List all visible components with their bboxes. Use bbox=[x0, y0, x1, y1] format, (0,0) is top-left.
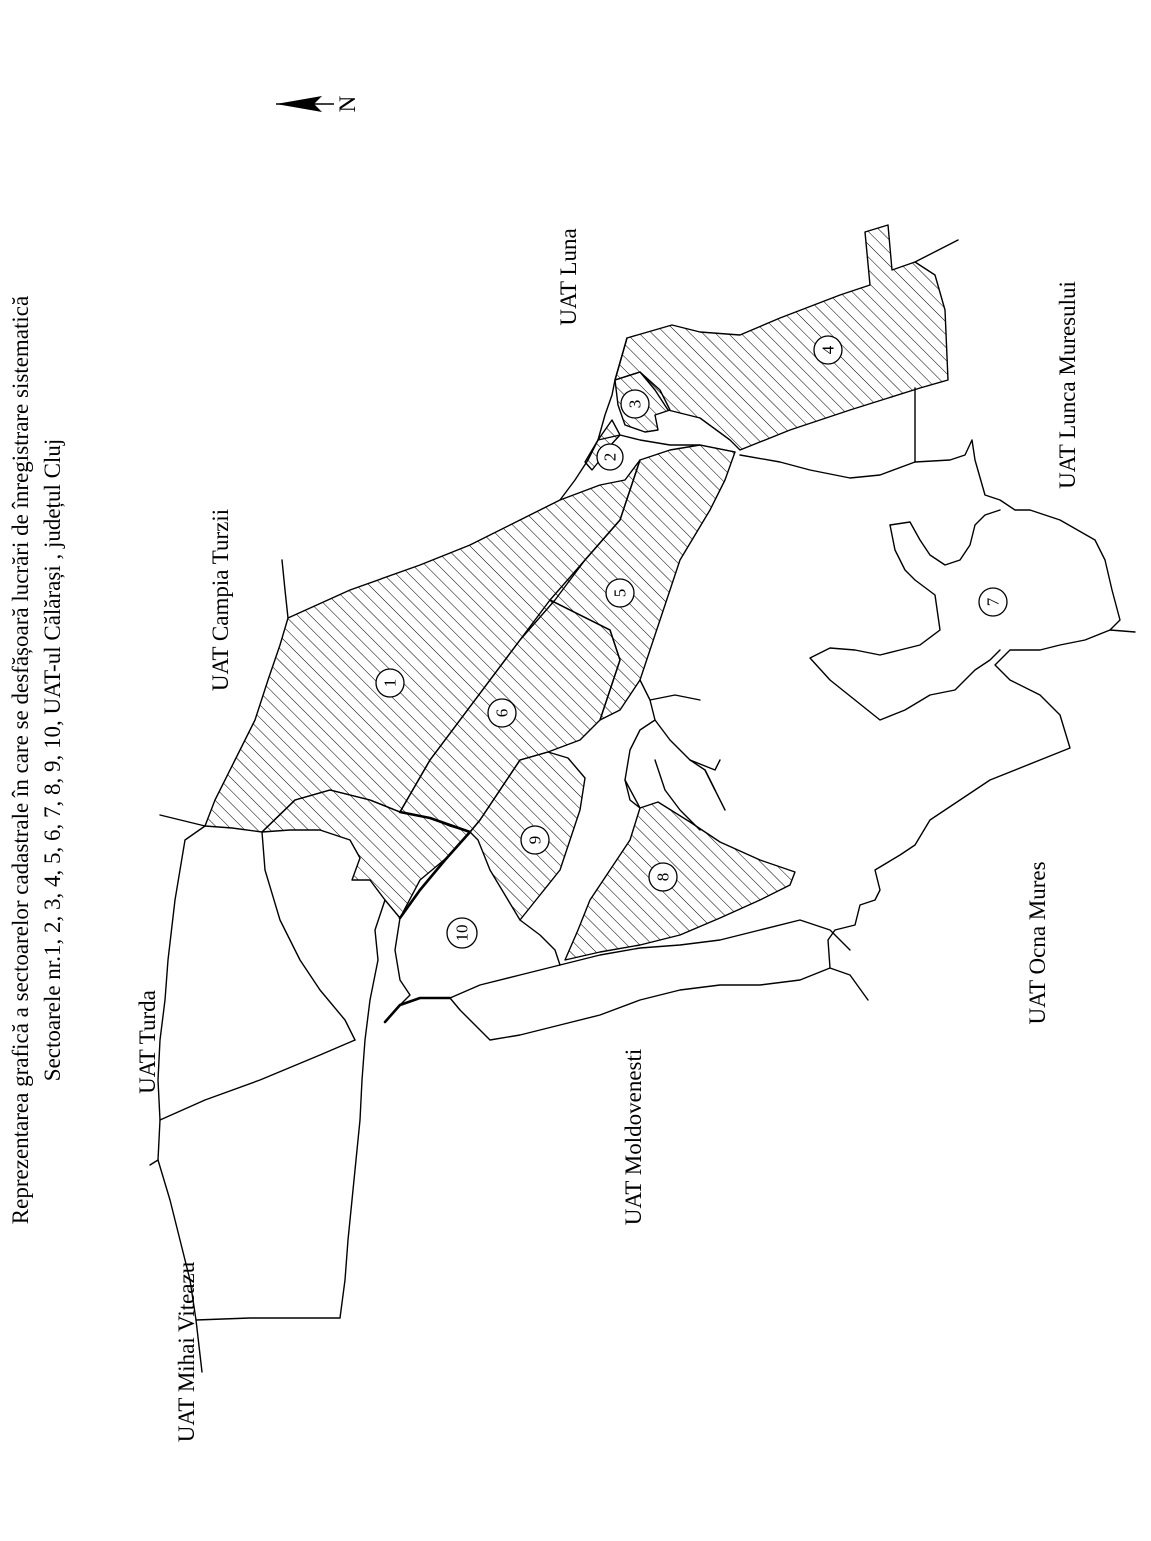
neighbor-label-lunca-muresului: UAT Lunca Muresului bbox=[1055, 281, 1080, 489]
neighbor-label-moldovenesti: UAT Moldovenesti bbox=[621, 1048, 646, 1226]
neighbor-label-luna: UAT Luna bbox=[556, 228, 581, 326]
sector-label-6 bbox=[488, 699, 516, 727]
sector-label-9 bbox=[521, 826, 549, 854]
sector-label-1 bbox=[376, 669, 404, 697]
svg-text:4: 4 bbox=[818, 345, 838, 355]
svg-text:7: 7 bbox=[983, 597, 1003, 607]
north-arrow-icon bbox=[276, 95, 360, 112]
sector-label-3 bbox=[621, 390, 649, 418]
neighbor-label-ocna-mures: UAT Ocna Mures bbox=[1025, 861, 1050, 1025]
sector-8 bbox=[565, 802, 795, 960]
sector-label-2 bbox=[597, 444, 623, 470]
svg-text:9: 9 bbox=[525, 835, 545, 845]
neighbor-label-mihai-viteazu: UAT Mihai Viteazu bbox=[174, 1261, 199, 1443]
neighbor-label-campia-turzii: UAT Campia Turzii bbox=[208, 508, 233, 692]
sector-4 bbox=[615, 225, 948, 450]
svg-text:6: 6 bbox=[492, 708, 512, 718]
map-title-line2: Sectoarele nr.1, 2, 3, 4, 5, 6, 7, 8, 9, 10, UAT-ul Călărași , județul Cluj bbox=[40, 438, 65, 1082]
svg-text:1: 1 bbox=[380, 678, 400, 688]
map-title-line1: Reprezentarea grafică a sectoarelor cadastrale în care se desfășoară lucrări de înregistrare sistematică bbox=[8, 295, 33, 1225]
neighbor-label-turda: UAT Turda bbox=[135, 990, 160, 1094]
svg-text:10: 10 bbox=[452, 924, 472, 942]
sector-label-10 bbox=[447, 918, 477, 948]
sector-label-8 bbox=[649, 863, 677, 891]
sector-label-5 bbox=[606, 579, 634, 607]
sector-label-7 bbox=[979, 588, 1007, 616]
svg-text:5: 5 bbox=[610, 588, 630, 598]
svg-text:2: 2 bbox=[600, 452, 620, 462]
north-label: N bbox=[335, 95, 360, 113]
svg-text:3: 3 bbox=[625, 399, 645, 409]
sector-label-4 bbox=[814, 336, 842, 364]
svg-text:8: 8 bbox=[653, 872, 673, 882]
